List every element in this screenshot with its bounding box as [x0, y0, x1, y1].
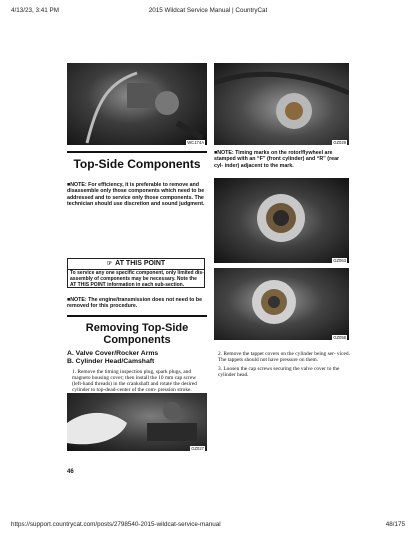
at-this-point-title: AT THIS POINT: [115, 260, 166, 267]
photo-gz058-illustration: [214, 268, 349, 340]
at-this-point-box: [67, 258, 205, 288]
pointing-hand-icon: ☞: [106, 261, 113, 267]
section-title-top-side: Top-Side Components: [73, 157, 201, 171]
footer-page-count: 48/175: [385, 521, 405, 528]
note-efficiency: ■NOTE: For efficiency, it is preferable to remove and disassemble only those components which need to be addressed and to service only those components. The technician should use discretion and sound judgment.: [67, 182, 205, 207]
at-this-point-header: [68, 259, 204, 270]
subsection-b: B. Cylinder Head/Camshaft: [67, 358, 155, 365]
step-2: 2. Remove the tappet covers on the cylinder being ser- viced. The tappets should not have pressure on them.: [218, 351, 350, 364]
photo-gz063-illustration: [214, 178, 349, 263]
photo-gz063: [214, 178, 349, 263]
section-title-removing-line2: Components: [103, 334, 171, 346]
figure-code-gz063: GZ063: [333, 258, 346, 263]
section-title-removing-line1: Removing Top-Side: [85, 322, 189, 334]
photo-gz029-illustration: [214, 63, 349, 145]
section-title-removing: [67, 322, 207, 346]
page-number: 46: [67, 469, 74, 475]
photo-wc174a: [67, 63, 207, 145]
figure-code-gz058: GZ058: [333, 335, 346, 340]
step-3: 3. Loosen the cap screws securing the valve cover to the cylinder head.: [218, 366, 340, 379]
photo-gz027-illustration: [67, 393, 207, 451]
photo-gz027: [67, 393, 207, 451]
section-rule-removing: [67, 315, 207, 317]
photo-gz058: [214, 268, 349, 340]
figure-code-wc174a: WC174A: [187, 140, 204, 145]
at-this-point-text: To service any one specific component, only limited dis- assembly of components may be necessary. Note the AT THIS POINT information in each sub-section.: [70, 270, 204, 288]
note-engine: ■NOTE: The engine/transmission does not need to be removed for this procedure.: [67, 297, 203, 310]
photo-wc174a-illustration: [67, 63, 207, 145]
photo-gz029: [214, 63, 349, 145]
section-rule-top: [67, 151, 207, 153]
figure-code-gz027: GZ027: [191, 446, 204, 451]
step-1: 1. Remove the timing inspection plug, spark plugs, and magneto housing cover; then install the 10 mm cap screw (left-hand threads) in the crankshaft and rotate the desired cylinder to top-dead-center of the com- pression stroke.: [72, 369, 197, 394]
subsection-a: A. Valve Cover/Rocker Arms: [67, 350, 159, 357]
figure-code-gz029: GZ029: [333, 140, 346, 145]
note-timing-marks: ■NOTE: Timing marks on the rotor/flywheel are stamped with an “F” (front cylinder) and “R” (rear cyl- inder) adjacent to the mark.: [214, 150, 340, 169]
header-title: 2015 Wildcat Service Manual | CountryCat: [148, 7, 268, 14]
header-datetime: 4/13/23, 3:41 PM: [11, 7, 59, 14]
footer-url[interactable]: https://support.countrycat.com/posts/2798540-2015-wildcat-service-manual: [11, 521, 221, 528]
